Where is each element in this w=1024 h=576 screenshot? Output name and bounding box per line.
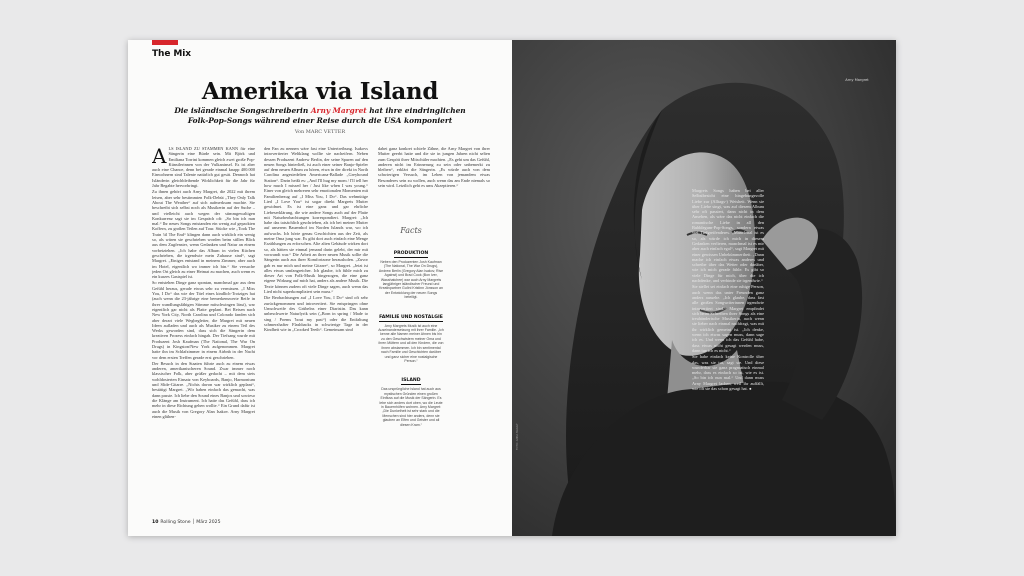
paragraph: Margrets Songs haben bei aller Selbstbesicht eine hingebungsvolle Liebe zur (Alltags-) Weisheit. Wenn sie über Liebe singt, was auf diesem Album sehr oft passiert, dann nicht in dem Ansehen, als wäre das nicht einfach die romantische Liebe in all den Bubblegum-Pop-Songs, sondern etwas viel Tiefgreifenderes. „Manchmal ist es so, als würde ich mich in diesem Gedanken verlieren, manchmal ist es mir aber auch einfach egal“, sagt Margret mit einer gewissen Unbekümmertheit. „Dann mache ich einfach etwas anderes und schreibe über das Wetter oder darüber, wie ich mich gerade fühle. Es gibt so viele Dinge für mich, über die ich nachdenke, und verbinde sie irgendwie.“ [692,188,764,284]
facts-heading: ISLAND [401,378,421,384]
end-mark-icon: ● [748,385,752,391]
byline: Von MARC VETTER [294,129,346,135]
article-column-4 [692,188,764,454]
facts-title: Facts [400,226,422,235]
subhead [168,106,472,125]
section-red-bar [152,40,178,45]
subhead-artist-name: Arny Margret [310,106,367,115]
photo-credit: FOTO: ANNA MAGGÝ [516,423,519,450]
facts-section-island [378,366,444,427]
folio-text: Rolling Stone │ März 2025 [160,520,221,525]
headline: Amerika via Island [201,78,439,105]
page-number: 10 [152,520,159,525]
left-page [128,40,512,536]
facts-section-family [378,303,444,364]
magazine-spread [128,40,896,536]
paragraph: Der Besuch in den Staaten führte auch zu einem etwas anderen, amerikanischeren Sound. Zwar immer noch klassischer Folk, aber grüßer gedacht – mit dem stets wohldosierten Einsatz von Keyboards, Banjo, Harmonium und Slide-Gitarre. „Nichts davon war wirklich geplant“, bestätigt Margret. „Wir haben einfach das gemacht, was dann passte. Ich liebe den Sound eines Banjos und sowieso die Klänge am Instrument. Ich hatte das Gefühl, dass ich mehr in diese Richtung gehen wollte.“ Ein Grund dafür ist auch die Musik von Gregory Alan Isakov. Arny Margret einen glühen- [152,360,255,419]
section-label: The Mix [152,49,191,59]
drop-cap: A [152,146,167,168]
paragraph-text: LS ISLAND ZU STAMMEN KANN für eine Sängerin eine Bürde sein. Mit Björk und Emiliana Torrini kommen gleich zwei große Pop-Künstlerinnen von der Vulkaninsel. Es ist aber auch eine Chance, denn bei gerade einmal knapp 400.000 Einwohnern sind Talente natürlich gut gesät. Dennoch hat Isländerin gleichbleibende Wirklichkeit für die Jahr für Jahr Begabte hervorbringt. [152,146,255,189]
facts-text: Arny Margrets Musik ist auch eine Auseinandersetzung mit ihrer Familie. „Ich kenne alle Namen meiner Ahnen bis hin zu den Geschwistern meiner Oma und ihren Müttern und all den Kindern, die von ihnen abstammen. Ich bin sentimental nach Familie und Geschichten darüber und ganz sicher eine nostalgische Person.“ [378,323,444,363]
folio [152,520,221,525]
facts-section-production [378,239,444,300]
paragraph: Sie stellet sei einfach eine ruhige Person, auch wenn das unter Freunden ganz anders aussehe. „Ich glaube, dass fast alle großen Songwriterinnen irgendwie introvertiert sind.“ Margret empfindet sich beim Schreiben ihrer Songs als eine treuhänderische Musikerin, auch wenn sie lieber nach einmal nachfragt, was mit ihr wirklich gemeint ist. „Ich denke, wenn ich etwas sagen muss, dann sage ich es. Und wenn ich das Gefühl habe, dass etwas nicht gesagt werden muss, dann tue ich es nicht.“ [692,284,764,353]
paragraph: Die Beobachtungen auf „I Love You, I Do“ sind oft sehr zurückgenommen und introvertiert. Sie entspringen ohne Umschweife des Grübelns einer Diaristin. Das kann unbeschwerte Naturlyrik sein („Born in spring / Made to sing / Poems 'bout my past“) oder die Entfaltung schmerzhafter Flashbacks in schwierige Tage in der Kindheit wie in „Crooked Teeth“. Gemeinsam sind [264,295,368,333]
facts-box [378,226,444,427]
subhead-before: Die isländische Songschreiberin [174,106,311,115]
paragraph [152,146,255,188]
article-column-1 [152,146,255,512]
facts-text: Neben den Produzenten Josh Kaufman (The National, The War On Drugs), Andrew Berlin (Gregory Alan Isakov, Rise Against) und Brad Cook (Bon Iver, Waxahatchee) war auch Arny Margrets langjähriger isländischer Freund und Kreativpartner Guðni Kristinn Jónsson an der Entwicklung der neuen Songs beteiligt. [378,260,444,300]
paragraph: dabei ganz konkret schiefe Zähne, die Arny Margret von ihrer Mutter geerbt hatte und die sie in jungen Jahren nicht selten zum Gespött ihrer Mitschüler machten. „Es geht um das Gefühl, anderen nicht im Erinnerung zu sein oder unbemerkt zu bleiben“, erklärt die Sängerin. „Es würde auch von dem schwierigen Versuch, im Leben von jemandem etwas Besonderes sein zu wollen, auch wenn das am Ende niemals so sein wird. Letztlich geht es ums Akzeptieren.“ [378,146,490,189]
facts-heading: PRODUKTION [393,251,429,256]
subhead-after: hat ihre eindringlichen Folk-Pop-Songs während einer Reise durch die USA komponiert [187,106,466,125]
photo-caption: Arny Margret [845,78,869,82]
paragraph: den Fan zu nennen wäre fast eine Untertreibung. Isakovs introvertierter Weltklang wollte sie nacheifern. Neben dessen Produzent Andrew Berlin, der seine Spuren auf den neuen Songs hinterließ, ist auch einer seiner Banjo-Spieler auf dem neuen Album zu hören, etwa in der direkt in North Carolina angesiedelten Americana-Ballade „Greyhound Station“. Darin heißt es: „And I'll hug my mom / I'll tell her how much I missed her / Just like when I was young.“ Einer von gleich mehreren sehr emotionalen Momenten mit Familienbezug auf „I Miss You, I Do“. Das wehmütige Lied „I Love You“ ist sogar direkt Margrets Mutter gewidmet. Es ist eine ganz und gar ehrliche Liebeserklärung, die wie andere Songs auch auf der Platte mit Naturbeobachtungen korrespondiert. Margret: „Ich habe das tatsächlich geschrieben, als ich bei meiner Mutter auf unserem Bauernhof im Norden Islands war, wo ich aufwuchs. Ich hörte genau Geschichten aus der Zeit, als meine Oma jung war. Es gibt dort auch einfach eine Menge Erzählungen zu erforschen. Alte alten Gebäude wirken dort so, als hätten sie einmal jemand darin gelebt, der mir mit vorwandt war.“ Die Arbeit an ihrer neuen Musik sollte die Sängerin auch aus ihrer Komfortzone herausholen. „Zuvor gab es nur mich und meine Gitarre“, so Margret. „Jetzt ist alles etwas umfangreicher. Ich glaube, ich fühle mich zu dieser Art von Folk-Musik hingezogen, die eine ganz eigene Wirkung auf mich hat, anders als andere Musik. Die Texte können zudem oft viele Dinge sagen, auch wenn das Lied nicht superkompliziert sein muss.“ [264,146,368,295]
facts-heading: FAMILIE UND NOSTALGIE [379,314,443,320]
paragraph: So entstehen Dinge ganz spontan, manchmal gar aus dem Gefühl heraus, gerade etwas sehr zu vermissen. „I Miss You, I Do“ das wie der Titel eines kindlich-Trotziges hat (auch wenn die 23-jährige eine bemerkenswerte Reife in ihrer wandlungsfähigen Stimme mitschwingen lässt), war eigentlich gar nicht als Platte geplant. Bei Reisen nach New York City, North Carolina und Colorado fanden sich aber derart viele Wegbegleiter, die Margret mit neuen Ideen aufladen und auch als Musiker zu einem Teil des Werks geworden sind, dass sich die Sängerin dem kreativen Prozess einfach hingab. Der Tiefsang wurde mit Produzent Josh Kaufman (The National, The War On Drugs) in Kingston/New York aufgenommen. Margret hatte ihn im Schlafzimmer in einem Airbnb in der Nacht vor dem ersten Treffen gerade erst geschrieben. [152,280,255,360]
paragraph: Zu ihnen gehört auch Arny Margret, die 2022 mit ihrem leisen, aber sehr bestimmten Folk-Debüt „They Only Talk About The Weather“ auf sich aufmerksam machte. Sie beschreibt sich selbst noch als Musikerin auf der Suche – und vielleicht auch wegen der stimmgewaltigen Konkurrenz sagt sie im Gespräch oft: „So bin ich nun mal.“ Ihr neues Songs entstanden ein wenig auf gepackten Koffern, zu großen Teilen auf Tour. Stücke wie „Took The Train 'til The End“ klingen dann auch wirklich ein wenig so, als wären sie geschrieben worden beim stillen Blick aus dem Zugfenster, wenn Gedanken und Natur an einem vorbeiziehen. „Ich habe das Album in vielen Küchen geschrieben, die irgendwie mein Zuhause sind“, sagt Margret. „Einiges entstand in meinem Zimmer, aber auch im Hotel, eigentlich wo immer ich bin.“ Sie versuche jeden Ort gleich zu einer Heimat zu machen, auch wenn es ein kurzes Gastspiel ist. [152,189,255,280]
facts-text: Das ursprüngliche Island hat auch aus mystischen Gründen einen großen Einfluss auf die Musik der Sängerin. Es lebe sich anders dort oben, wo die Leute in Bauernhöfen wohnen. Arny Margret: „Die Dunkelheit ist sehr stark und die Menschen sind hier anders, denn sie glauben an Elfen und Geister und all diesen Kram.“ [379,387,443,427]
article-column-3-top [378,146,490,222]
paragraph [692,354,764,391]
paragraph-text: Sie habe einfach keine Kontrolle über das, was sie tut, sagt sie. Und diese wunderbar sie ganz pragmatisch einmal mehr, dass es einfach so ist, wie es ist. „So bin ich nun mal.“ Und dann muss Arny Margret lachen, weil ihr auffällt, wie oft sie das schon gesagt hat. [692,354,764,391]
article-column-2 [264,146,368,512]
